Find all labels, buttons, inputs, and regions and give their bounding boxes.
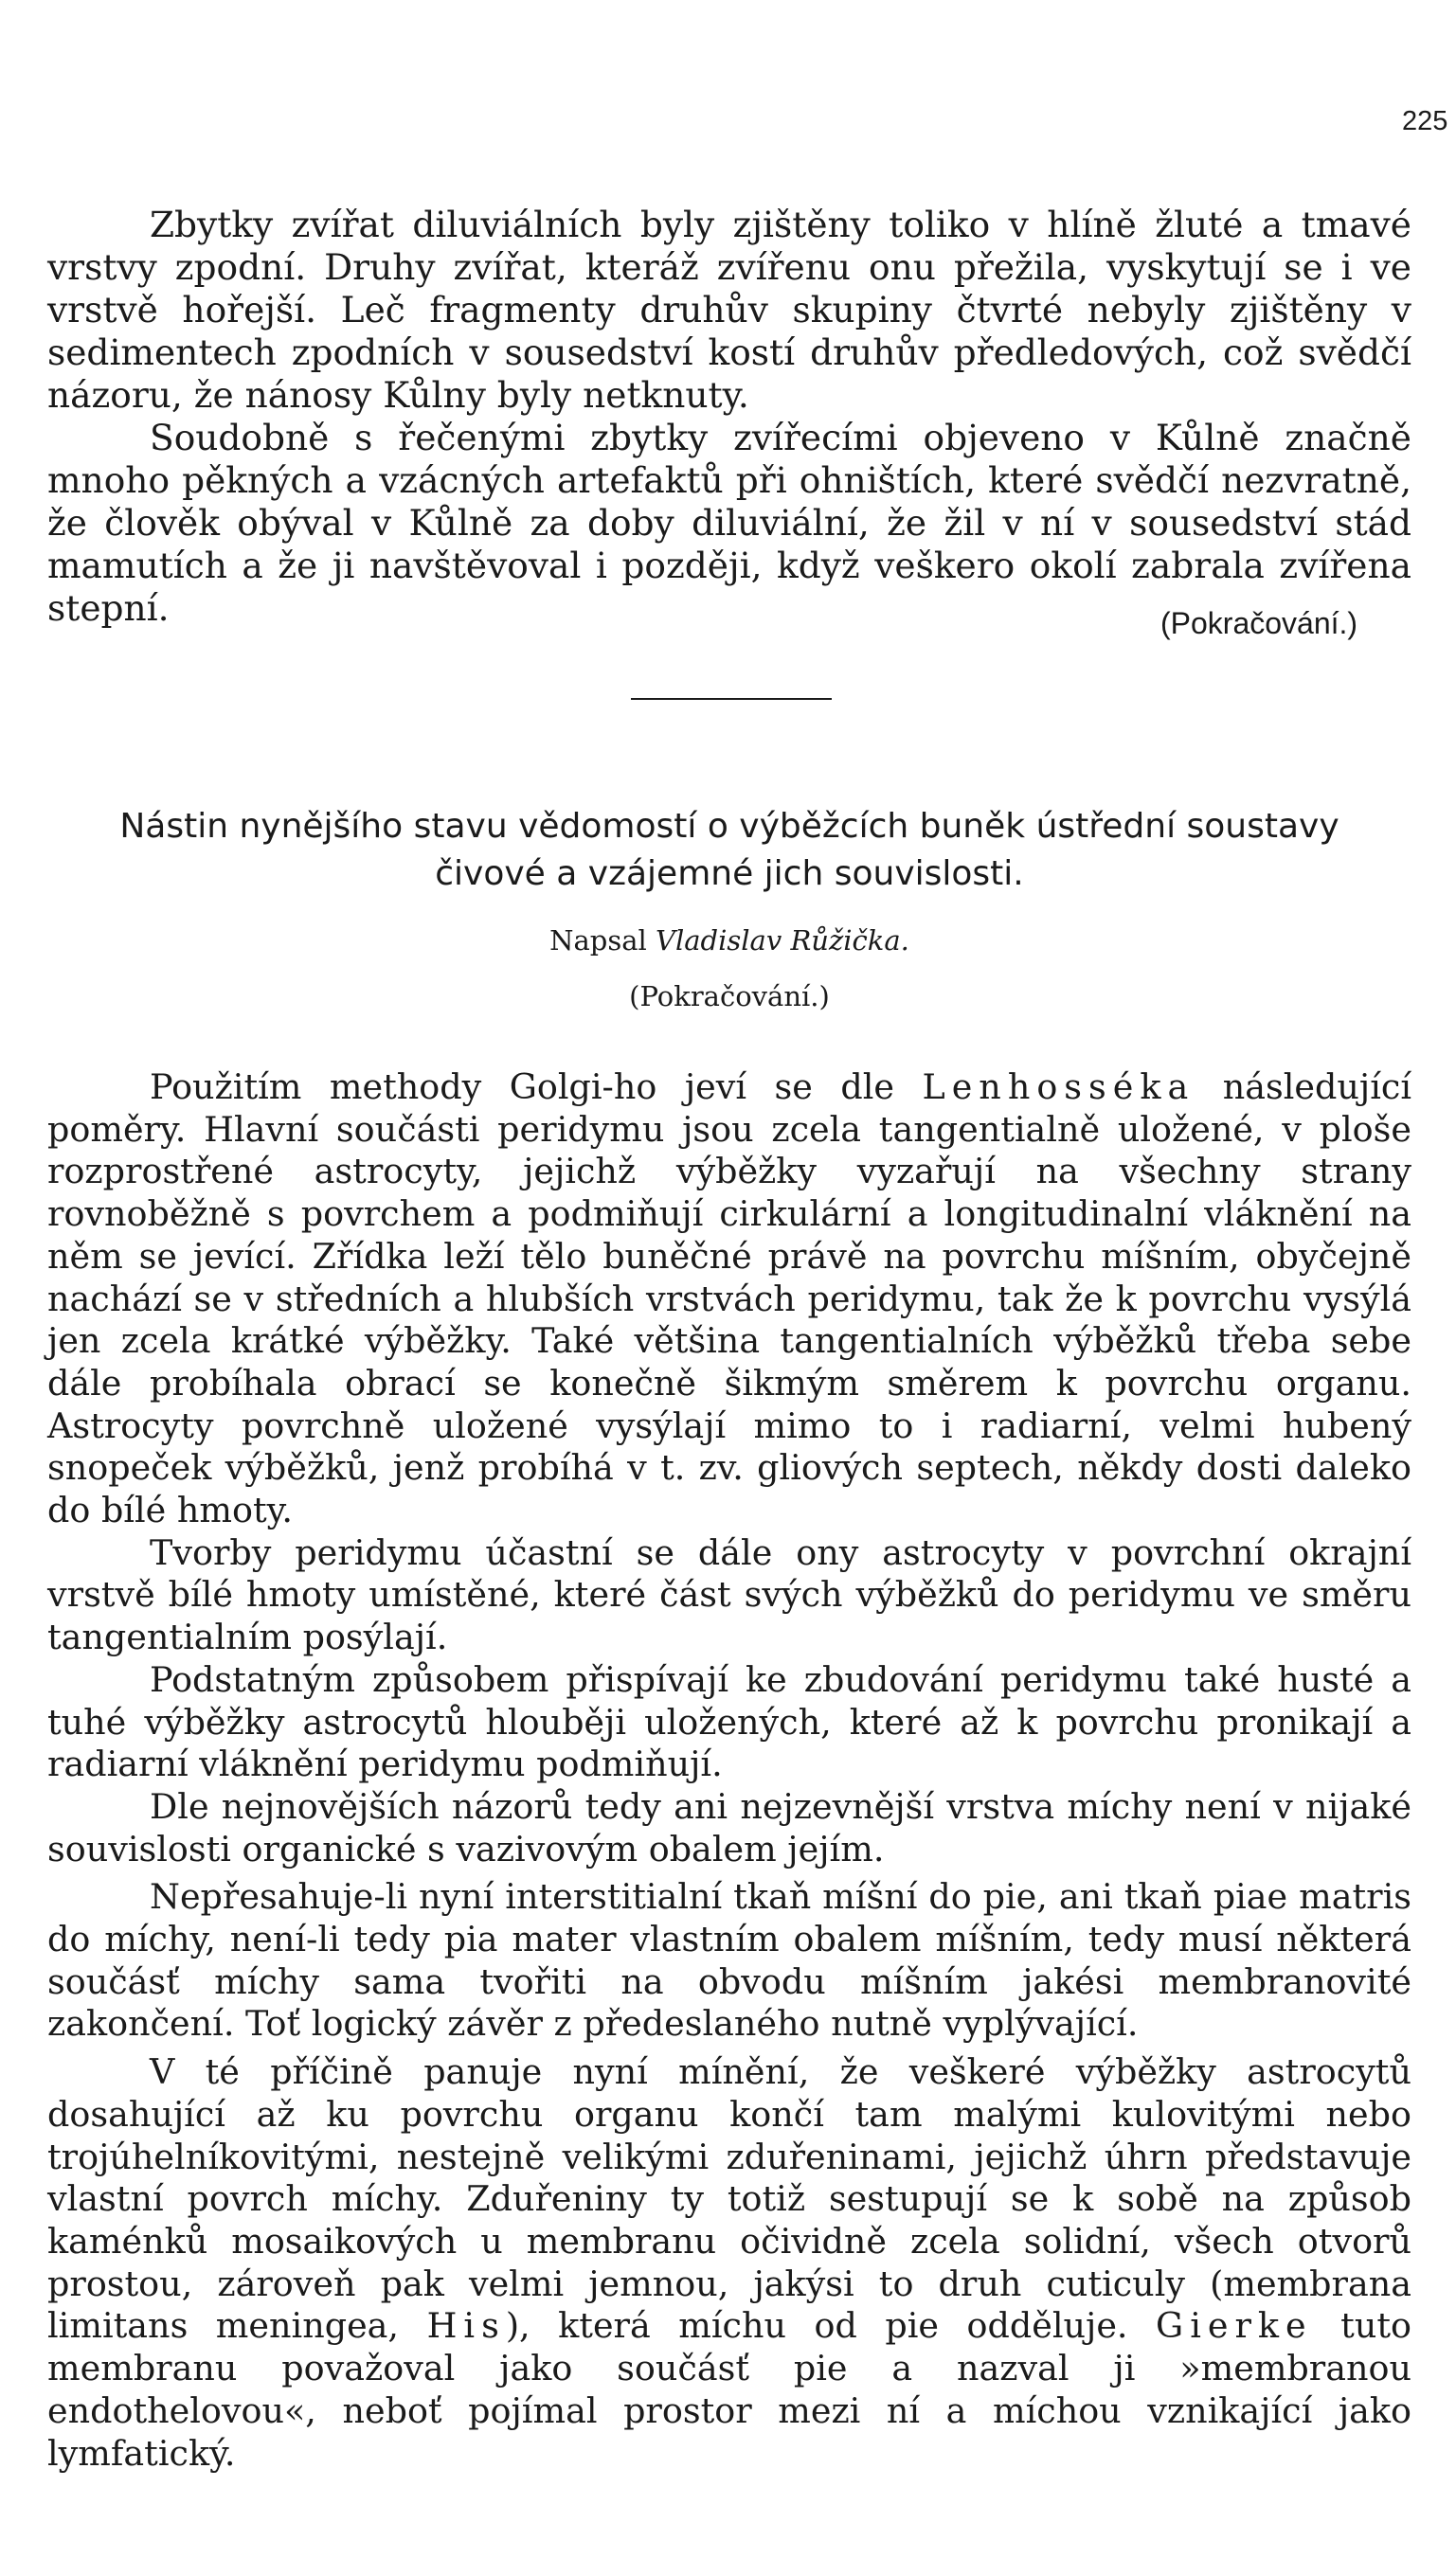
paragraph: Podstatným způsobem přispívají ke zbudování peridymu také husté a tuhé výběžky astrocytů hlouběji uložených, které až k povrchu pronikají a radiarní vláknění peridymu podmiňují. [47, 1658, 1411, 1785]
text-run: následující poměry. Hlavní součásti peridymu jsou zcela tangentialně uložené, v ploše rozprostřené astrocyty, jejichž výběžky vyzařují na všechny strany rovnoběžně s povrchem a podmiňují cirkulární a longitudinalní vláknění na něm se jevící. Zřídka leží tělo buněčné právě na povrchu míšním, obyčejně nachází se v středních a hlubších vrstvách peridymu, tak že k povrchu vysýlá jen zcela krátké výběžky. Také většina tangentialních výběžků třeba sebe dále probíhala obrací se konečně šikmým směrem k povrchu organu. Astrocyty povrchně uložené vysýlají mimo to i radiarní, velmi hubený snopeček výběžků, jenž probíhá v t. zv. gliových septech, někdy dosti daleko do bílé hmoty. [47, 1066, 1411, 1531]
byline [47, 924, 1411, 957]
person-name: Gierke [1156, 2305, 1313, 2347]
section-divider [631, 698, 832, 700]
article-title [47, 803, 1411, 898]
previous-article-ending [47, 204, 1411, 630]
byline-prefix: Napsal [549, 924, 647, 957]
person-name: His [426, 2305, 506, 2347]
author-name: Vladislav Růžička. [656, 924, 909, 957]
text-run: Použitím methody Golgi-ho jeví se dle [150, 1066, 894, 1107]
paragraph [47, 1066, 1411, 1532]
article-body [47, 1066, 1411, 2475]
paragraph: Zbytky zvířat diluviálních byly zjištěny toliko v hlíně žluté a tmavé vrstvy zpodní. Druhy zvířat, kteráž zvířenu onu přežila, vyskytují se i ve vrstvě hořejší. Leč fragmenty druhův skupiny čtvrté nebyly zjištěny v sedimentech zpodních v sousedství kostí druhův předledových, což svědčí názoru, že nánosy Kůlny byly netknuty. [47, 204, 1411, 416]
paragraph: Dle nejnovějších názorů tedy ani nejzevnější vrstva míchy není v nijaké souvislosti organické s vazivovým obalem jejím. [47, 1785, 1411, 1869]
article-title-line: čivové a vzájemné jich souvislosti. [435, 854, 1024, 893]
text-run: V té příčině panuje nyní mínění, že veškeré výběžky astrocytů dosahující až ku povrchu organu končí tam malými kulovitými nebo trojúhelníkovitými, nestejně velikými zduřeninami, jejichž úhrn představuje vlastní povrch míchy. Zduřeniny ty totiž sestupují se k sobě na způsob kaménků mosaikových u membranu očividně zcela solidní, všech otvorů prostou, zároveň pak velmi jemnou, jakýsi to druh cuticuly (membrana limitans meningea, [47, 2051, 1411, 2347]
text-run: ), která míchu od pie odděluje. [505, 2305, 1128, 2347]
page-number: 225 [1402, 106, 1448, 136]
article-title-line: Nástin nynějšího stavu vědomostí o výběžcích buněk ústřední soustavy [119, 807, 1339, 846]
paragraph [47, 2051, 1411, 2475]
text-run: tuto membranu považoval jako součásť pie a nazval ji »membranou endothelovou«, neboť pojímal prostor mezi ní a míchou vznikající jako lymfatický. [47, 2305, 1411, 2474]
paragraph: Tvorby peridymu účastní se dále ony astrocyty v povrchní okrajní vrstvě bílé hmoty umístěné, které část svých výběžků do peridymu ve směru tangentialním posýlají. [47, 1531, 1411, 1658]
continued-note: (Pokračování.) [629, 980, 830, 1012]
paragraph: Nepřesahuje-li nyní interstitialní tkaň míšní do pie, ani tkaň piae matris do míchy, není-li tedy pia mater vlastním obalem míšním, tedy musí některá součásť míchy sama tvořiti na obvodu míšním jakési membranovité zakončení. Toť logický závěr z předeslaného nutně vyplývající. [47, 1876, 1411, 2045]
paragraph: Soudobně s řečenými zbytky zvířecími objeveno v Kůlně značně mnoho pěkných a vzácných artefaktů při ohništích, které svědčí nezvratně, že člověk obýval v Kůlně za doby diluviální, že žil v ní v sousedství stád mamutích a že ji navštěvoval i později, když veškero okolí zabrala zvířena stepní. [47, 417, 1411, 629]
continued-note: (Pokračování.) [1160, 606, 1358, 640]
person-name: Lenhosséka [922, 1066, 1195, 1107]
